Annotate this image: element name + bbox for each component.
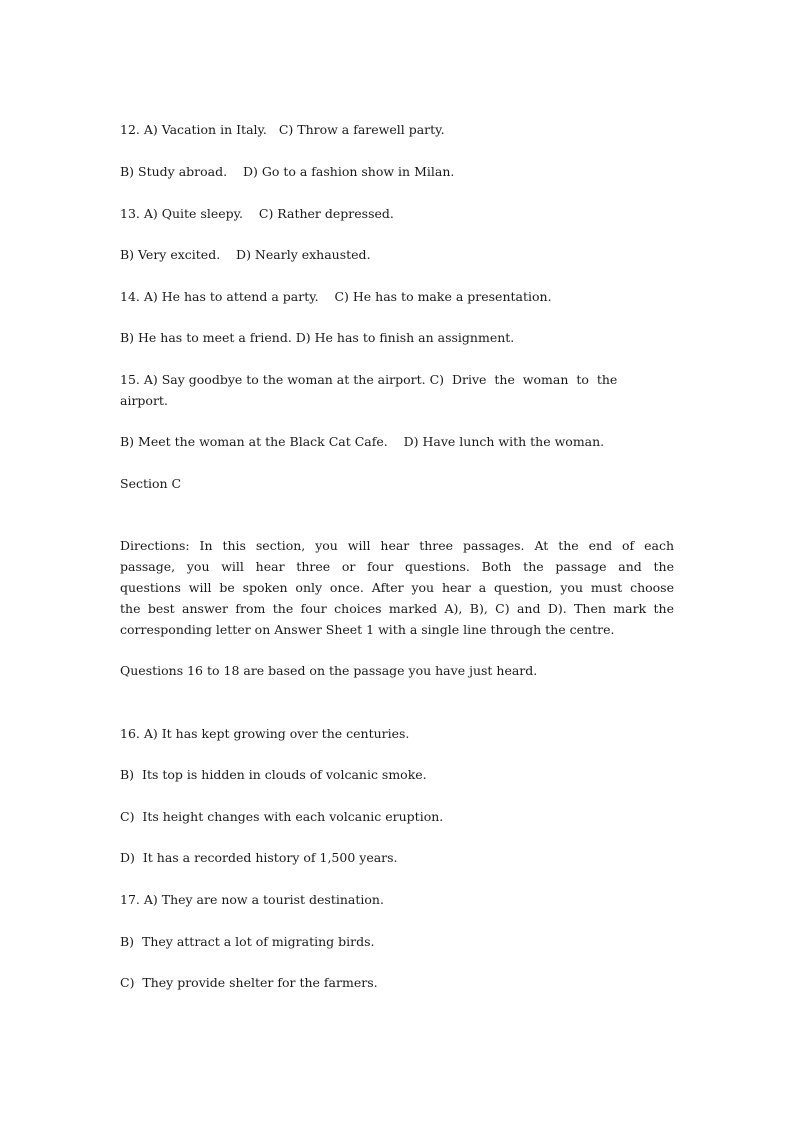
question-17-option-a: 17. A) They are now a tourist destination. bbox=[120, 892, 384, 907]
question-17-option-c: C) They provide shelter for the farmers. bbox=[120, 975, 378, 990]
question-13-line-1: 13. A) Quite sleepy. C) Rather depressed. bbox=[120, 206, 394, 221]
question-14-line-2: B) He has to meet a friend. D) He has to finish an assignment. bbox=[120, 330, 515, 345]
section-c-heading: Section C bbox=[120, 476, 182, 491]
question-15-line-2: B) Meet the woman at the Black Cat Cafe. D) Have lunch with the woman. bbox=[120, 434, 605, 449]
section-c-directions bbox=[120, 535, 674, 640]
question-14-line-1: 14. A) He has to attend a party. C) He has to make a presentation. bbox=[120, 289, 552, 304]
question-13-line-2: B) Very excited. D) Nearly exhausted. bbox=[120, 247, 371, 262]
directions-line: questions will be spoken only once. After you hear a question, you must choose bbox=[120, 580, 674, 595]
question-16-option-d: D) It has a recorded history of 1,500 years. bbox=[120, 850, 398, 865]
directions-line: Directions: In this section, you will hear three passages. At the end of each bbox=[120, 538, 674, 553]
directions-line: the best answer from the four choices marked A), B), C) and D). Then mark the bbox=[120, 601, 674, 616]
question-12-line-2: B) Study abroad. D) Go to a fashion show in Milan. bbox=[120, 164, 455, 179]
section-c-intro: Questions 16 to 18 are based on the passage you have just heard. bbox=[120, 663, 538, 678]
question-16-option-c: C) Its height changes with each volcanic eruption. bbox=[120, 809, 444, 824]
question-17-option-b: B) They attract a lot of migrating birds. bbox=[120, 934, 375, 949]
directions-line: corresponding letter on Answer Sheet 1 with a single line through the centre. bbox=[120, 622, 615, 637]
question-15-line-1a: 15. A) Say goodbye to the woman at the airport. C) Drive the woman to the bbox=[120, 372, 618, 387]
directions-line: passage, you will hear three or four questions. Both the passage and the bbox=[120, 559, 674, 574]
question-15-line-1b: airport. bbox=[120, 393, 168, 408]
question-12-line-1: 12. A) Vacation in Italy. C) Throw a farewell party. bbox=[120, 122, 445, 137]
question-16-option-b: B) Its top is hidden in clouds of volcanic smoke. bbox=[120, 767, 427, 782]
question-16-option-a: 16. A) It has kept growing over the centuries. bbox=[120, 726, 410, 741]
